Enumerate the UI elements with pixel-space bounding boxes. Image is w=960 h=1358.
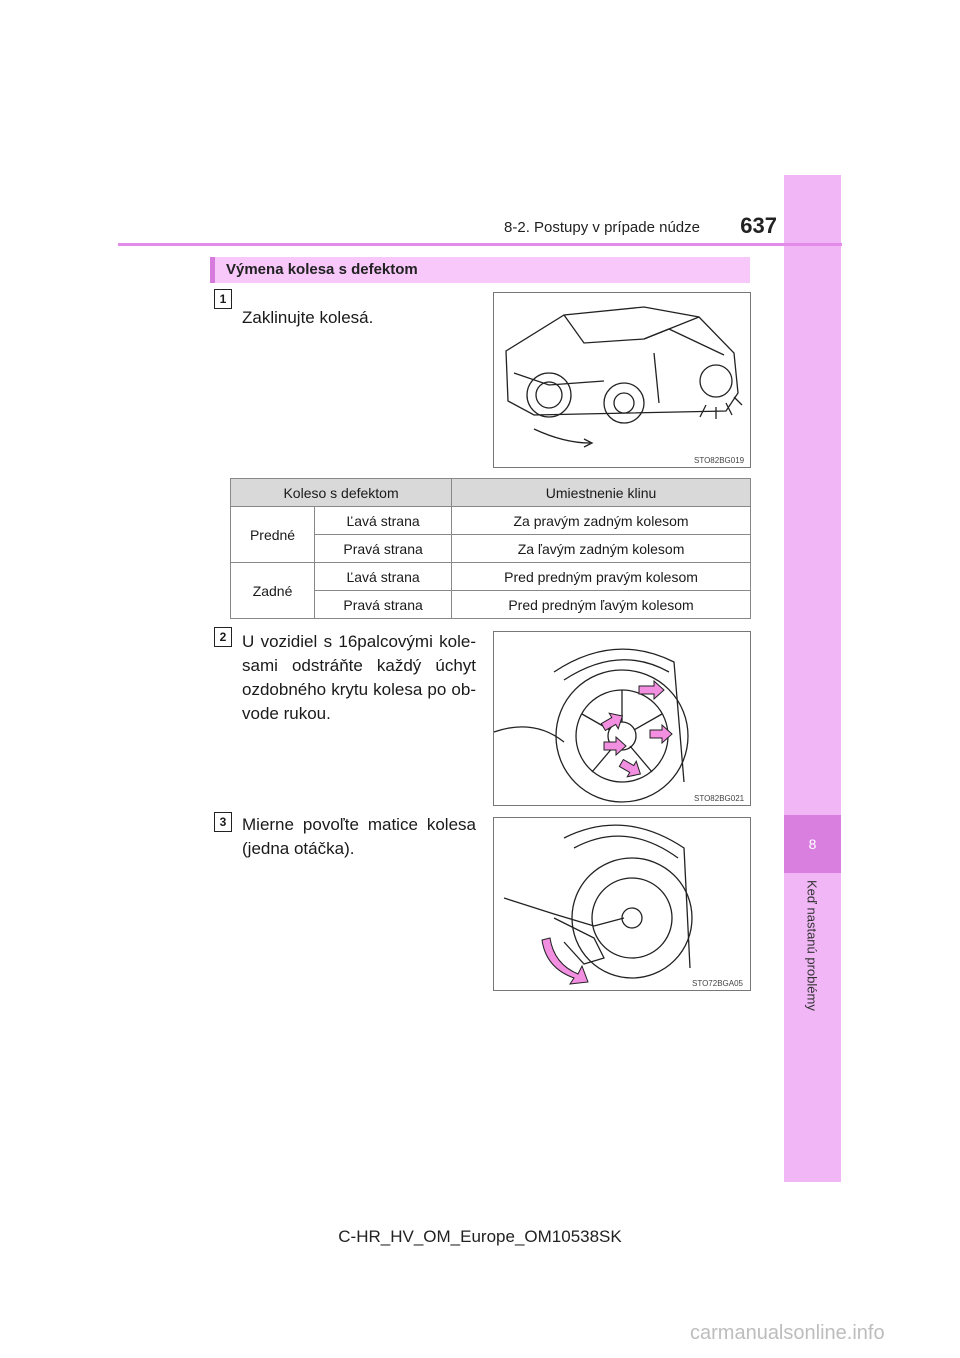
table-side-cell: Ľavá strana	[315, 563, 452, 591]
figure-loosen-nuts	[493, 817, 751, 991]
watermark: carmanualsonline.info	[690, 1322, 885, 1344]
figure-wheel-cover	[493, 631, 751, 806]
table-header-cell: Koleso s defektom	[231, 479, 452, 507]
table-location-cell: Za ľavým zadným kolesom	[452, 535, 751, 563]
table-side-cell: Ľavá strana	[315, 507, 452, 535]
document-footer: C-HR_HV_OM_Europe_OM10538SK	[338, 1227, 622, 1246]
table-location-cell: Pred predným ľavým kolesom	[452, 591, 751, 619]
figure-2-code: STO82BG021	[694, 794, 745, 803]
step-1-text: Zaklinujte kolesá.	[242, 308, 374, 327]
table-header-cell: Umiestnenie klinu	[452, 479, 751, 507]
step-2-text: U vozidiel s 16palcovými kole-sami odstráňte každý úchyt ozdobného krytu kolesa po ob-vode rukou.	[242, 632, 476, 723]
wheel-cover-illustration	[494, 632, 750, 805]
section-breadcrumb: 8-2. Postupy v prípade núdze	[504, 219, 700, 236]
table-header-row	[231, 479, 751, 507]
chapter-title-vertical: Keď nastanú problémy	[804, 880, 820, 1011]
figure-3-code: STO72BGA05	[692, 979, 743, 988]
page-number: 637	[740, 213, 777, 238]
header-rule	[118, 243, 842, 246]
section-heading-text: Výmena kolesa s defektom	[226, 261, 418, 278]
heading-accent-bar	[210, 257, 215, 283]
table-side-cell: Pravá strana	[315, 591, 452, 619]
table-row	[231, 563, 751, 591]
table-row	[231, 507, 751, 535]
step-2-number: 2	[214, 627, 232, 647]
step-3-text: Mierne povoľte matice kolesa (jedna otáčka).	[242, 815, 476, 858]
figure-wheel-chock	[493, 292, 751, 468]
section-heading	[210, 257, 750, 283]
figure-1-code: STO82BG019	[694, 456, 745, 465]
step-1-number: 1	[214, 289, 232, 309]
table-group-cell: Predné	[231, 507, 315, 563]
table-location-cell: Pred predným pravým kolesom	[452, 563, 751, 591]
step-3-number: 3	[214, 812, 232, 832]
wedge-placement-table	[230, 478, 751, 619]
table-location-cell: Za pravým zadným kolesom	[452, 507, 751, 535]
loosen-nuts-illustration	[494, 818, 750, 990]
chapter-number-tab[interactable]: 8	[784, 815, 841, 873]
car-chock-illustration	[494, 293, 750, 467]
table-group-cell: Zadné	[231, 563, 315, 619]
table-side-cell: Pravá strana	[315, 535, 452, 563]
